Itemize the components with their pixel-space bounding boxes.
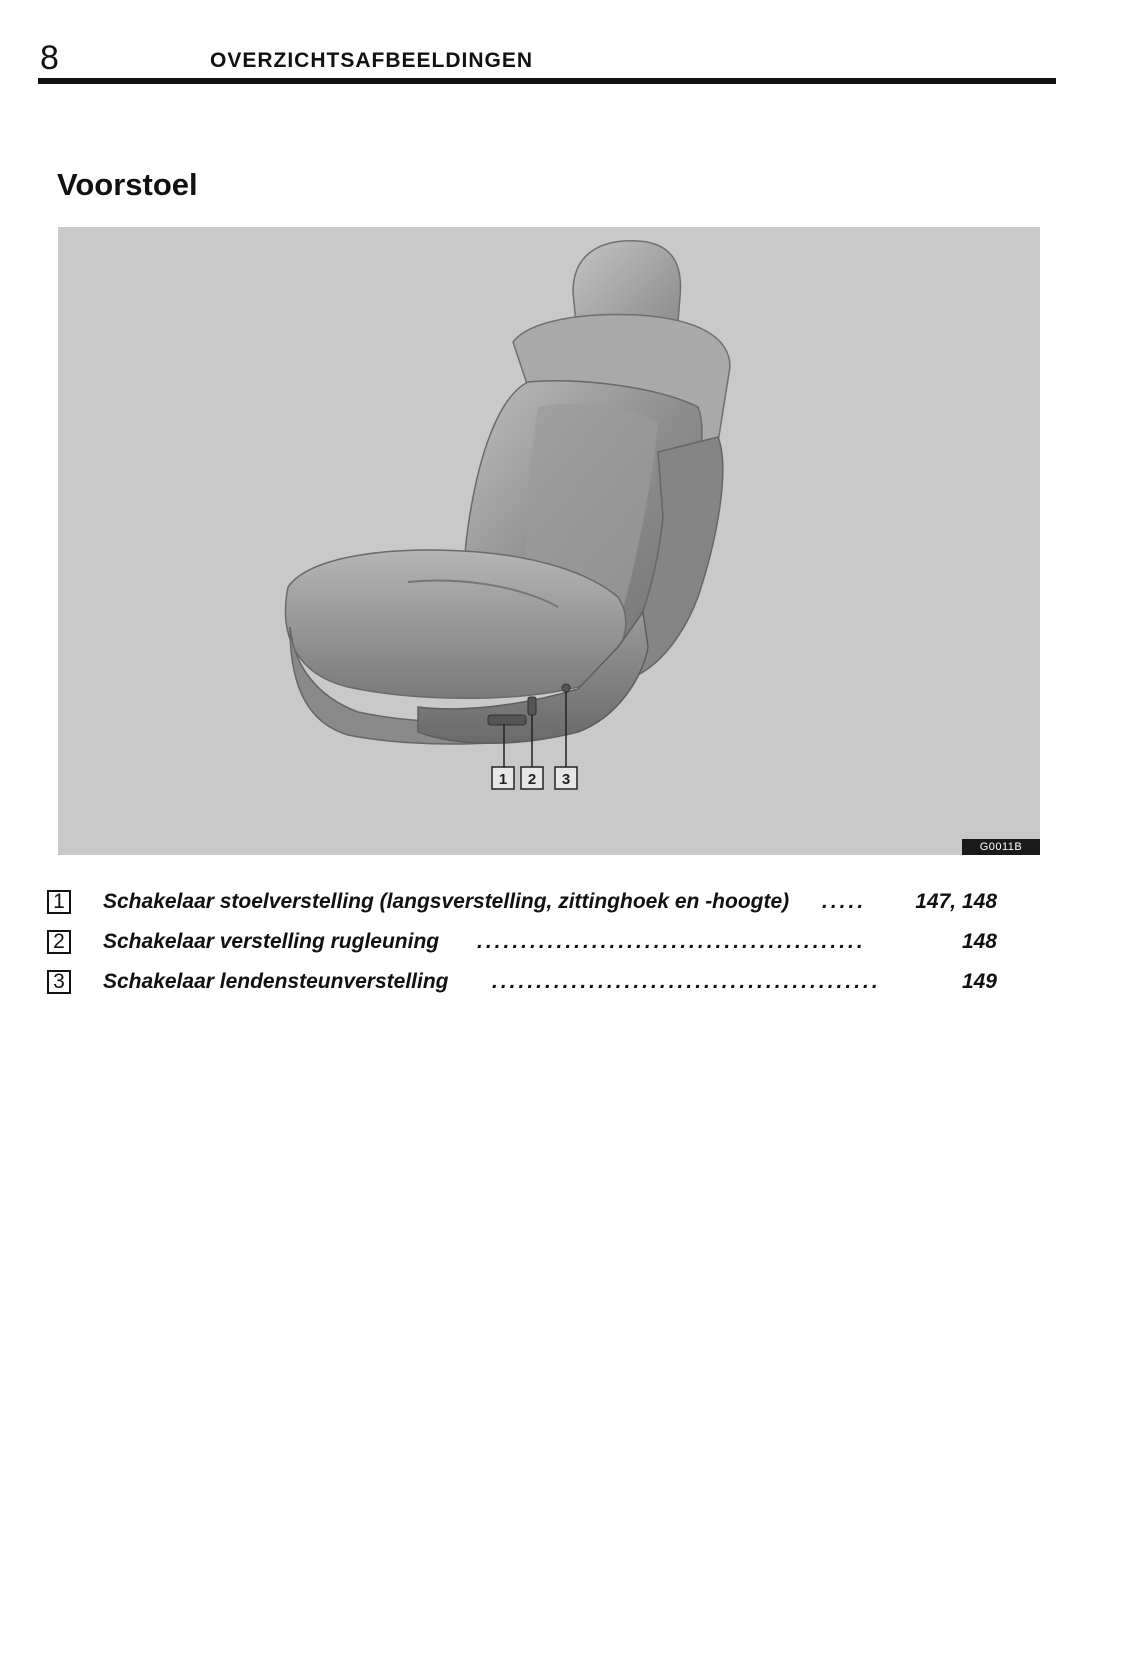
legend-page: 147, 148 xyxy=(915,890,997,913)
legend-text: Schakelaar verstelling rugleuning xyxy=(103,930,440,953)
callout-2 xyxy=(521,767,543,789)
seat-cushion-shape xyxy=(286,550,626,698)
legend-number-box: 3 xyxy=(47,970,71,994)
legend-number-box: 1 xyxy=(47,890,71,914)
running-title: OVERZICHTSAFBEELDINGEN xyxy=(210,49,534,72)
legend-item xyxy=(47,882,997,922)
legend-list xyxy=(47,882,997,1002)
legend-leader: ..... xyxy=(822,890,867,913)
legend-number-box: 2 xyxy=(47,930,71,954)
callout-3-label: 3 xyxy=(561,771,571,788)
legend-leader: ............................................ xyxy=(477,930,866,953)
callout-1 xyxy=(492,767,514,789)
header-rule xyxy=(38,78,1056,84)
page-number: 8 xyxy=(40,39,59,77)
callout-2-label: 2 xyxy=(527,771,537,788)
seat-switch-graphic xyxy=(488,715,526,725)
backrest-switch-graphic xyxy=(528,697,536,715)
legend-text: Schakelaar lendensteunverstelling xyxy=(103,970,449,993)
legend-text: Schakelaar stoelverstelling (langsverstelling, zittinghoek en -hoogte) xyxy=(103,890,790,913)
seat-illustration xyxy=(58,227,1040,855)
section-title: Voorstoel xyxy=(57,167,198,202)
legend-item xyxy=(47,962,997,1002)
legend-page: 149 xyxy=(961,970,997,993)
legend-item xyxy=(47,922,997,962)
legend-leader: ............................................ xyxy=(492,970,881,993)
legend-page: 148 xyxy=(961,930,997,953)
callout-3 xyxy=(555,767,577,789)
lumbar-switch-graphic xyxy=(562,684,570,692)
front-seat-drawing xyxy=(58,227,1040,855)
figure-code: G0011B xyxy=(962,839,1040,855)
callout-1-label: 1 xyxy=(498,771,508,788)
